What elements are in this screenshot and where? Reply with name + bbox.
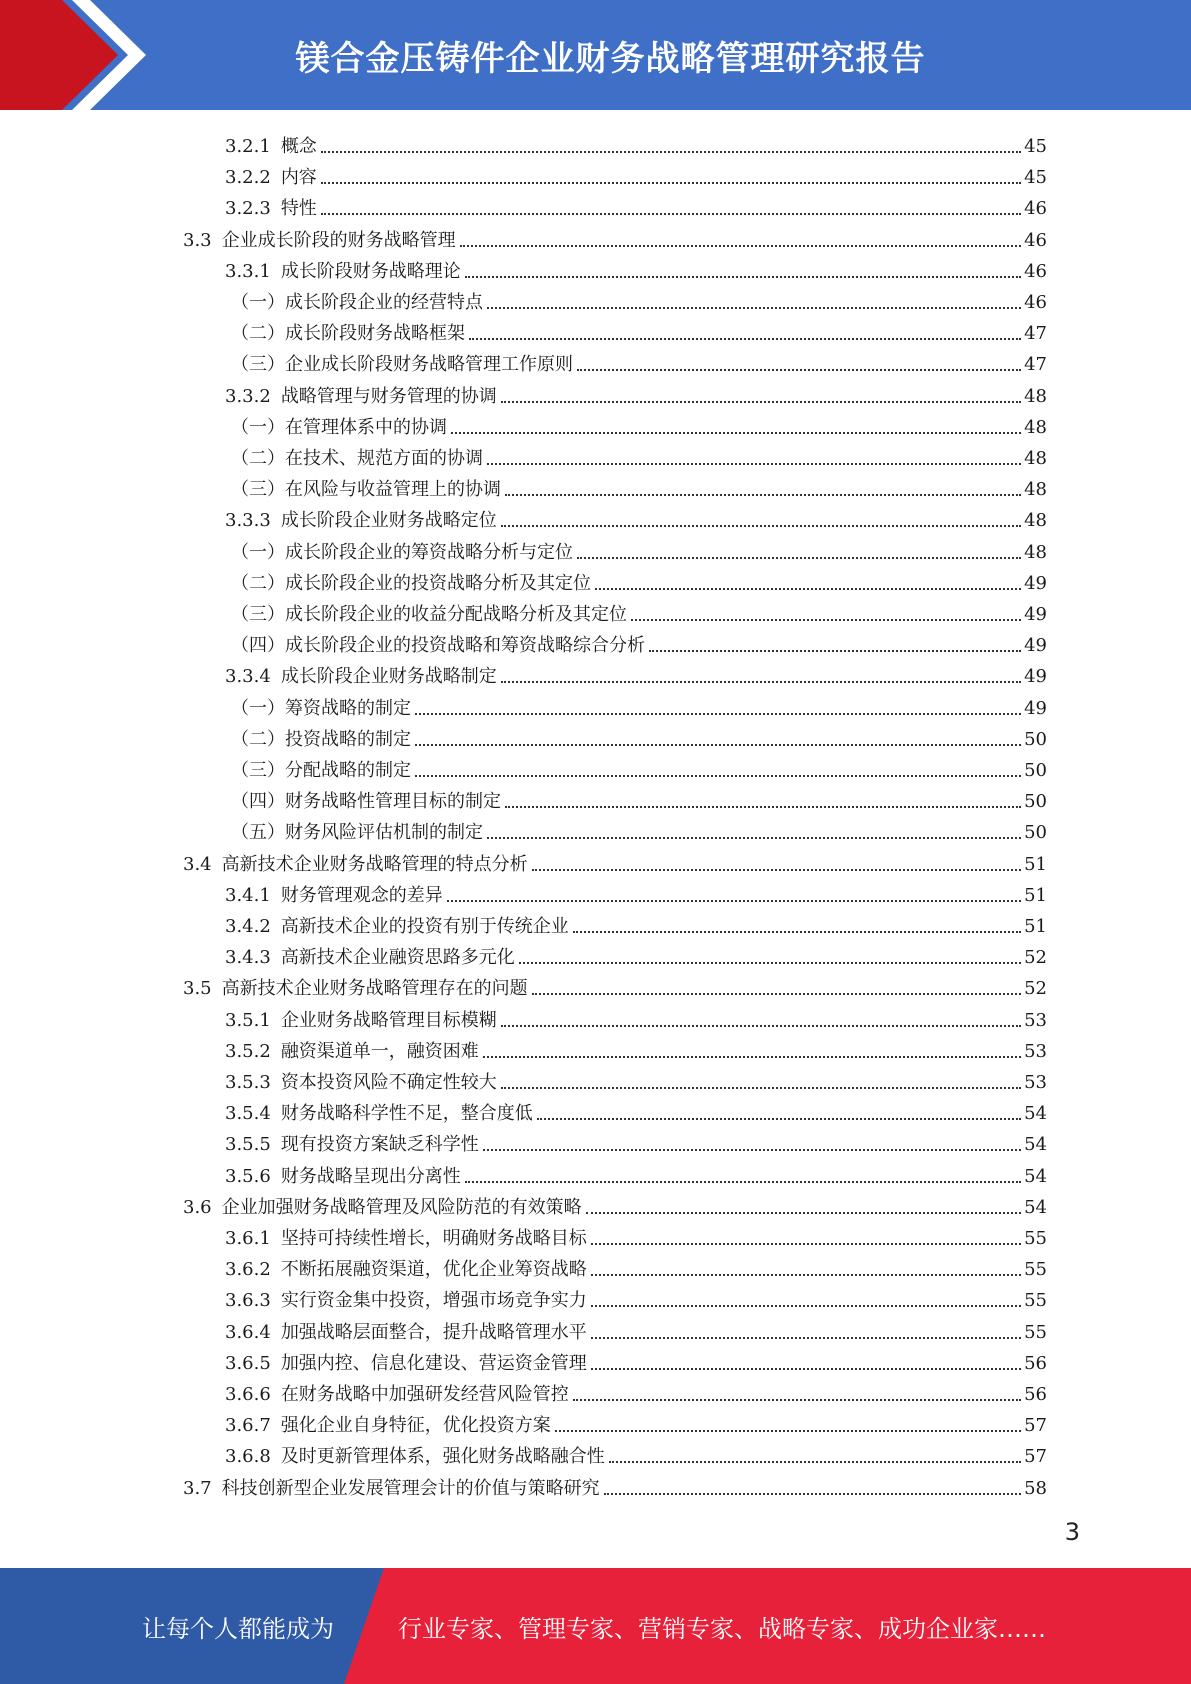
toc-entry-number: 3.4 [183, 853, 212, 875]
toc-dot-leader [415, 713, 1021, 715]
toc-entry-title: 在财务战略中加强研发经营风险管控 [280, 1384, 569, 1405]
toc-entry-title: 科技创新型企业发展管理会计的价值与策略研究 [221, 1477, 600, 1499]
toc-dot-leader [487, 837, 1021, 839]
toc-entry-page: 46 [1024, 198, 1047, 220]
toc-entry-title: 财务战略性管理目标的制定 [285, 791, 501, 813]
toc-entry-number: 3.5.1 [225, 1009, 271, 1031]
toc-entry-number: 3.6.4 [225, 1321, 271, 1343]
toc-dot-leader [532, 869, 1021, 871]
toc-dot-leader [609, 1461, 1021, 1463]
toc-entry[interactable] [231, 751, 1047, 782]
toc-entry[interactable] [231, 345, 1047, 376]
toc-entry-page: 53 [1024, 1040, 1047, 1062]
toc-entry[interactable] [225, 657, 1047, 688]
toc-entry[interactable] [225, 158, 1047, 189]
toc-entry-number: 3.5.2 [225, 1040, 271, 1062]
toc-entry-number: 3.3.3 [225, 510, 271, 532]
toc-entry-number: 3.2.2 [225, 167, 271, 189]
toc-entry-title: 加强内控、信息化建设、营运资金管理 [280, 1352, 587, 1374]
toc-dot-leader [586, 1212, 1021, 1214]
toc-entry-page: 54 [1024, 1165, 1047, 1187]
toc-entry-title: 成长阶段企业财务战略定位 [280, 510, 497, 532]
toc-entry-title: 成长阶段企业的经营特点 [285, 292, 483, 313]
toc-entry-number: （一） [231, 697, 285, 719]
toc-entry[interactable] [225, 1375, 1047, 1406]
toc-entry-number: 3.5 [183, 978, 212, 1000]
toc-dot-leader [483, 1056, 1021, 1058]
toc-entry-number: （二） [231, 448, 285, 469]
toc-entry[interactable] [183, 1188, 1047, 1219]
toc-entry-page: 55 [1024, 1259, 1047, 1281]
toc-entry-number: 3.2.1 [225, 136, 271, 157]
page-number: 3 [1064, 1518, 1080, 1546]
toc-entry-title: 企业财务战略管理目标模糊 [280, 1009, 497, 1031]
toc-entry-title: 实行资金集中投资，增强市场竞争实力 [280, 1290, 587, 1312]
toc-entry[interactable] [231, 595, 1047, 626]
toc-dot-leader [591, 1305, 1021, 1307]
toc-entry-page: 55 [1024, 1228, 1047, 1249]
toc-entry-title: 成长阶段企业的投资战略和筹资战略综合分析 [285, 635, 645, 657]
toc-entry-number: （四） [231, 791, 285, 813]
toc-entry-title: 分配战略的制定 [285, 760, 411, 781]
toc-entry[interactable] [231, 720, 1047, 751]
toc-entry-number: （三） [231, 760, 285, 781]
page-header [0, 0, 1191, 110]
toc-entry-page: 51 [1024, 916, 1047, 937]
toc-entry-number: 3.3 [183, 229, 212, 251]
toc-entry-page: 45 [1024, 136, 1047, 157]
toc-entry-number: （一） [231, 541, 285, 563]
toc-dot-leader [501, 681, 1021, 683]
toc-dot-leader [321, 151, 1021, 153]
toc-entry-page: 46 [1024, 260, 1047, 282]
toc-entry[interactable] [225, 1406, 1047, 1437]
toc-entry-number: （二） [231, 728, 285, 750]
toc-entry-title: 高新技术企业财务战略管理的特点分析 [221, 853, 528, 875]
toc-entry-title: 企业成长阶段财务战略管理工作原则 [285, 354, 573, 376]
toc-entry-number: 3.6.2 [225, 1259, 271, 1281]
toc-entry-title: 高新技术企业的投资有别于传统企业 [280, 916, 569, 937]
toc-entry[interactable] [225, 1437, 1047, 1468]
toc-entry-number: 3.6.6 [225, 1384, 271, 1405]
toc-entry-title: 企业加强财务战略管理及风险防范的有效策略 [221, 1196, 582, 1218]
toc-entry-title: 成长阶段财务战略理论 [280, 260, 461, 282]
toc-entry-page: 46 [1024, 292, 1047, 313]
footer-slogan: 让每个人都能成为 [142, 1614, 334, 1643]
toc-entry-number: （三） [231, 354, 285, 376]
toc-dot-leader [591, 1274, 1021, 1276]
toc-entry-number: 3.6.3 [225, 1290, 271, 1312]
toc-entry-page: 47 [1024, 354, 1047, 376]
toc-entry-title: 成长阶段企业的收益分配战略分析及其定位 [285, 604, 627, 625]
toc-entry-page: 56 [1024, 1352, 1047, 1374]
toc-entry-number: （五） [231, 822, 285, 844]
toc-entry[interactable] [225, 1281, 1047, 1312]
toc-entry[interactable] [225, 907, 1047, 938]
toc-entry-page: 53 [1024, 1072, 1047, 1093]
toc-entry-title: 及时更新管理体系，强化财务战略融合性 [280, 1446, 605, 1468]
toc-dot-leader [631, 619, 1021, 621]
toc-entry[interactable] [225, 1219, 1047, 1250]
toc-entry-page: 56 [1024, 1384, 1047, 1405]
toc-entry-number: 3.4.3 [225, 947, 271, 969]
toc-entry-number: 3.5.6 [225, 1165, 271, 1187]
toc-dot-leader [415, 775, 1021, 777]
toc-dot-leader [573, 1399, 1021, 1401]
toc-entry-title: 战略管理与财务管理的协调 [280, 385, 497, 407]
toc-dot-leader [519, 962, 1021, 964]
toc-entry-number: 3.6.7 [225, 1415, 271, 1437]
toc-entry-title: 筹资战略的制定 [285, 697, 411, 719]
report-title: 镁合金压铸件企业财务战略管理研究报告 [295, 38, 926, 79]
toc-dot-leader [649, 650, 1021, 652]
toc-entry[interactable] [225, 1094, 1047, 1125]
toc-entry[interactable] [231, 470, 1047, 501]
toc-entry[interactable] [231, 782, 1047, 813]
toc-entry-number: （二） [231, 572, 285, 594]
toc-dot-leader [321, 182, 1021, 184]
toc-entry-page: 49 [1024, 666, 1047, 688]
toc-entry-page: 49 [1024, 604, 1047, 625]
toc-entry-number: 3.5.3 [225, 1072, 271, 1093]
toc-entry[interactable] [225, 1063, 1047, 1094]
toc-entry-page: 48 [1024, 385, 1047, 407]
toc-entry-page: 48 [1024, 448, 1047, 469]
toc-entry-title: 在技术、规范方面的协调 [285, 448, 483, 469]
toc-dot-leader [604, 1493, 1021, 1495]
toc-entry-title: 高新技术企业融资思路多元化 [280, 947, 515, 969]
toc-entry-number: 3.3.2 [225, 385, 271, 407]
toc-entry[interactable] [231, 813, 1047, 844]
toc-entry-title: 不断拓展融资渠道，优化企业筹资战略 [280, 1259, 587, 1281]
toc-entry[interactable] [231, 408, 1047, 439]
toc-entry[interactable] [225, 876, 1047, 907]
toc-dot-leader [505, 806, 1021, 808]
footer-slogan-roles: 行业专家、管理专家、营销专家、战略专家、成功企业家…… [398, 1614, 1046, 1643]
toc-entry-page: 54 [1024, 1196, 1047, 1218]
toc-entry-title: 财务风险评估机制的制定 [285, 822, 483, 844]
toc-entry-title: 坚持可持续性增长，明确财务战略目标 [280, 1228, 587, 1249]
toc-entry-title: 成长阶段企业的筹资战略分析与定位 [285, 541, 573, 563]
toc-entry-title: 加强战略层面整合，提升战略管理水平 [280, 1321, 587, 1343]
toc-entry-number: 3.4.2 [225, 916, 271, 937]
toc-entry[interactable] [225, 127, 1047, 158]
toc-entry[interactable] [231, 689, 1047, 720]
toc-entry-page: 48 [1024, 541, 1047, 563]
toc-entry-number: 3.6.1 [225, 1228, 271, 1249]
toc-entry-title: 成长阶段企业财务战略制定 [280, 666, 497, 688]
toc-dot-leader [483, 1149, 1021, 1151]
toc-dot-leader [451, 432, 1021, 434]
toc-entry-page: 58 [1024, 1477, 1047, 1499]
toc-entry-title: 投资战略的制定 [285, 728, 411, 750]
toc-entry-number: 3.6.8 [225, 1446, 271, 1468]
toc-dot-leader [465, 1181, 1021, 1183]
toc-entry-title: 资本投资风险不确定性较大 [280, 1072, 497, 1093]
toc-entry[interactable] [183, 969, 1047, 1000]
toc-dot-leader [460, 245, 1021, 247]
toc-entry-page: 48 [1024, 479, 1047, 501]
toc-dot-leader [501, 1087, 1021, 1089]
toc-entry[interactable] [231, 564, 1047, 595]
toc-dot-leader [487, 463, 1021, 465]
toc-entry-page: 57 [1024, 1446, 1047, 1468]
toc-dot-leader [447, 900, 1021, 902]
toc-entry-page: 50 [1024, 728, 1047, 750]
toc-entry[interactable] [183, 845, 1047, 876]
toc-entry[interactable] [183, 1469, 1047, 1500]
toc-entry-page: 49 [1024, 572, 1047, 594]
toc-entry-title: 财务战略呈现出分离性 [280, 1165, 461, 1187]
toc-dot-leader [487, 307, 1021, 309]
toc-entry-page: 52 [1024, 947, 1047, 969]
toc-entry-title: 成长阶段财务战略框架 [285, 323, 465, 345]
toc-dot-leader [555, 1430, 1021, 1432]
toc-entry-number: 3.6.5 [225, 1352, 271, 1374]
toc-entry-page: 52 [1024, 978, 1047, 1000]
toc-entry-number: （四） [231, 635, 285, 657]
toc-entry-title: 现有投资方案缺乏科学性 [280, 1134, 479, 1156]
toc-dot-leader [591, 1368, 1021, 1370]
toc-entry-title: 内容 [280, 167, 317, 189]
toc-entry[interactable] [225, 189, 1047, 220]
toc-entry-title: 在管理体系中的协调 [285, 416, 447, 438]
toc-entry[interactable] [225, 252, 1047, 283]
toc-entry[interactable] [231, 439, 1047, 470]
toc-entry-page: 54 [1024, 1103, 1047, 1125]
toc-entry[interactable] [225, 501, 1047, 532]
toc-entry[interactable] [225, 1125, 1047, 1156]
toc-entry-page: 50 [1024, 822, 1047, 844]
toc-entry-page: 55 [1024, 1290, 1047, 1312]
toc-entry-number: （一） [231, 292, 285, 313]
toc-entry[interactable] [225, 1001, 1047, 1032]
page-footer [0, 1568, 1191, 1684]
toc-dot-leader [321, 213, 1021, 215]
toc-entry-number: （一） [231, 416, 285, 438]
toc-dot-leader [537, 1118, 1021, 1120]
toc-entry-title: 财务战略科学性不足，整合度低 [280, 1103, 533, 1125]
toc-entry[interactable] [231, 314, 1047, 345]
toc-dot-leader [465, 276, 1021, 278]
toc-entry[interactable] [225, 1344, 1047, 1375]
toc-entry-page: 55 [1024, 1321, 1047, 1343]
toc-entry[interactable] [231, 626, 1047, 657]
toc-entry-title: 在风险与收益管理上的协调 [285, 479, 501, 501]
toc-entry-page: 51 [1024, 884, 1047, 906]
toc-dot-leader [501, 1025, 1021, 1027]
toc-entry-number: 3.3.4 [225, 666, 271, 688]
toc-entry-title: 财务管理观念的差异 [280, 884, 443, 906]
toc-entry-title: 概念 [280, 136, 317, 157]
toc-entry[interactable] [225, 1313, 1047, 1344]
toc-dot-leader [505, 494, 1021, 496]
toc-dot-leader [591, 1243, 1021, 1245]
toc-entry-number: （二） [231, 323, 285, 345]
toc-dot-leader [577, 557, 1021, 559]
toc-entry-page: 49 [1024, 635, 1047, 657]
toc-entry-page: 53 [1024, 1009, 1047, 1031]
toc-entry-number: 3.6 [183, 1196, 212, 1218]
toc-dot-leader [469, 338, 1021, 340]
toc-dot-leader [501, 401, 1021, 403]
toc-entry-number: 3.5.4 [225, 1103, 271, 1125]
toc-entry[interactable] [225, 1032, 1047, 1063]
toc-entry-page: 50 [1024, 791, 1047, 813]
toc-entry-page: 54 [1024, 1134, 1047, 1156]
header-chevron-decoration [0, 0, 150, 110]
toc-entry-page: 50 [1024, 760, 1047, 781]
toc-dot-leader [415, 744, 1021, 746]
toc-entry[interactable] [225, 1157, 1047, 1188]
toc-dot-leader [532, 993, 1021, 995]
toc-dot-leader [501, 525, 1021, 527]
toc-entry-number: 3.4.1 [225, 884, 271, 906]
toc-entry-title: 融资渠道单一，融资困难 [280, 1040, 479, 1062]
toc-entry-number: （三） [231, 604, 285, 625]
toc-entry-number: 3.7 [183, 1477, 212, 1499]
toc-entry[interactable] [231, 533, 1047, 564]
toc-entry[interactable] [225, 1250, 1047, 1281]
toc-entry-page: 57 [1024, 1415, 1047, 1437]
toc-entry-title: 成长阶段企业的投资战略分析及其定位 [285, 572, 591, 594]
toc-entry-number: 3.5.5 [225, 1134, 271, 1156]
toc-entry-page: 48 [1024, 510, 1047, 532]
toc-entry-title: 强化企业自身特征，优化投资方案 [280, 1415, 551, 1437]
toc-dot-leader [577, 369, 1021, 371]
toc-entry-title: 企业成长阶段的财务战略管理 [221, 229, 456, 251]
toc-entry-page: 51 [1024, 853, 1047, 875]
toc-entry-title: 特性 [280, 198, 317, 220]
toc-entry-page: 46 [1024, 229, 1047, 251]
toc-entry-number: （三） [231, 479, 285, 501]
toc-entry[interactable] [225, 377, 1047, 408]
toc-entry-title: 高新技术企业财务战略管理存在的问题 [221, 978, 528, 1000]
toc-entry-page: 49 [1024, 697, 1047, 719]
toc-dot-leader [591, 1337, 1021, 1339]
toc-entry-number: 3.2.3 [225, 198, 271, 220]
toc-entry[interactable] [183, 221, 1047, 252]
toc-entry[interactable] [225, 938, 1047, 969]
toc-entry-page: 45 [1024, 167, 1047, 189]
toc-entry-page: 48 [1024, 416, 1047, 438]
toc-entry[interactable] [231, 283, 1047, 314]
toc-dot-leader [573, 931, 1021, 933]
toc-entry-page: 47 [1024, 323, 1047, 345]
toc-entry-number: 3.3.1 [225, 260, 271, 282]
toc-dot-leader [595, 588, 1021, 590]
